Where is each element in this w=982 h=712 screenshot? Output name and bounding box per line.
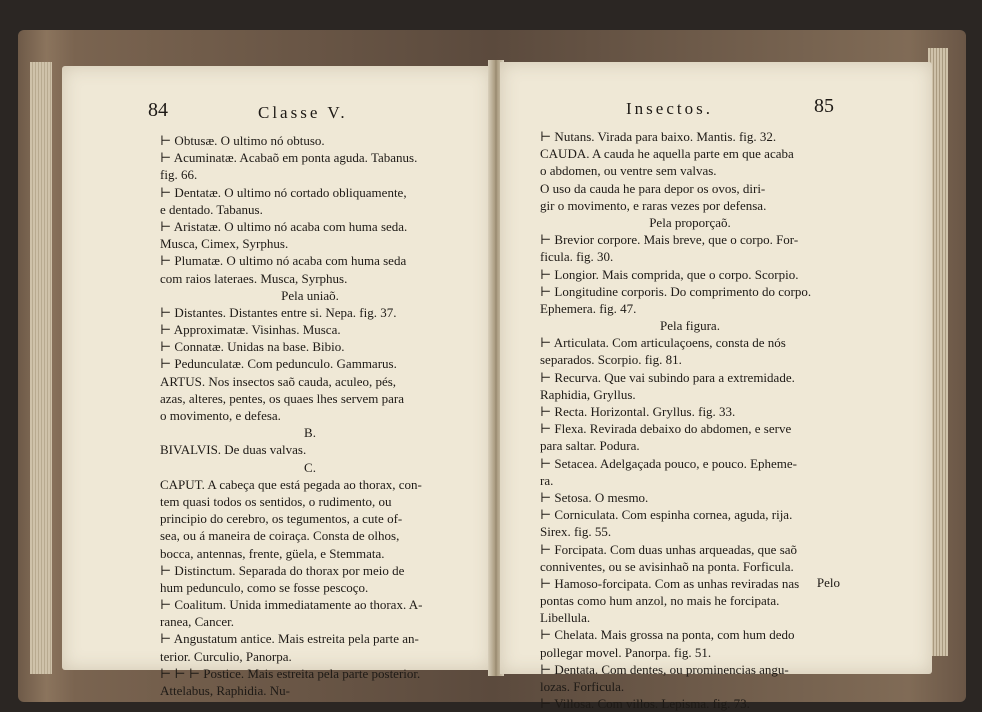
text-line: Libellula. xyxy=(540,610,591,626)
text-line: separados. Scorpio. fig. 81. xyxy=(540,352,682,368)
text-line: ⊢ Distantes. Distantes entre si. Nepa. fig. 37. xyxy=(160,304,397,320)
text-line: CAUDA. A cauda he aquella parte em que acaba xyxy=(540,146,794,162)
text-line: hum pedunculo, como se fosse pescoço. xyxy=(160,579,369,595)
text-line: e dentado. Tabanus. xyxy=(160,201,263,217)
text-line: ⊢ Coalitum. Unida immediatamente ao thorax. A- xyxy=(160,597,423,613)
text-line: ⊢ Dentatæ. O ultimo nó cortado obliquamente, xyxy=(160,184,407,200)
text-line: ⊢ Recta. Horizontal. Gryllus. fig. 33. xyxy=(540,404,736,419)
page-body xyxy=(540,128,840,712)
text-line: Ephemera. fig. 47. xyxy=(540,300,637,316)
text-line: principio do cerebro, os tegumentos, a cute of- xyxy=(160,511,403,527)
page-body xyxy=(160,132,460,699)
page-edges-left xyxy=(30,62,52,674)
text-line: para saltar. Podura. xyxy=(540,438,640,454)
text-line: ⊢ Flexa. Revirada debaixo do abdomen, e serve xyxy=(540,421,792,437)
text-line: ⊢ Hamoso-forcipata. Com as unhas reviradas nas xyxy=(540,575,800,591)
text-line: ⊢ Aristatæ. O ultimo nó acaba com huma seda. xyxy=(160,218,408,234)
text-line: ⊢ Forcipata. Com duas unhas arqueadas, que saõ xyxy=(540,541,798,557)
text-line: ⊢ Chelata. Mais grossa na ponta, com hum dedo xyxy=(540,627,795,643)
text-line: sea, ou á maneira de coiraça. Consta de olhos, xyxy=(160,528,400,544)
left-page xyxy=(62,66,492,698)
text-line: ⊢ Nutans. Virada para baixo. Mantis. fig. 32. xyxy=(540,129,777,144)
text-line: ⊢ Recurva. Que vai subindo para a extremidade. xyxy=(540,369,795,385)
text-line: lozas. Forficula. xyxy=(540,679,625,694)
catchword: Pelo xyxy=(816,575,840,590)
text-line: Attelabus, Raphidia. Nu- xyxy=(160,683,290,698)
text-line: pollegar movel. Panorpa. fig. 51. xyxy=(540,644,712,660)
text-line: ⊢ Distinctum. Separada do thorax por meio de xyxy=(160,562,405,578)
text-line: ⊢ Villosa. Com villos. Lepisma. fig. 73. xyxy=(540,696,750,712)
page-number: 85 xyxy=(814,95,834,117)
text-line: ⊢ Setosa. O mesmo. xyxy=(540,489,649,505)
text-line: B. xyxy=(304,425,316,441)
running-head: Classe V. xyxy=(258,103,348,122)
text-line: C. xyxy=(304,459,316,475)
text-line: tem quasi todos os sentidos, o rudimento, ou xyxy=(160,493,392,509)
text-line: azas, alteres, pentes, os quaes lhes servem para xyxy=(160,390,405,406)
text-line: conniventes, ou se avisinhaõ na ponta. Forficula. xyxy=(540,558,794,574)
text-line: ⊢ Corniculata. Com espinha cornea, aguda, rija. xyxy=(540,507,793,523)
text-line: ⊢ Acuminatæ. Acabaõ em ponta aguda. Tabanus. xyxy=(160,150,418,166)
running-head: Insectos. xyxy=(626,99,713,118)
text-line: ⊢ Pedunculatæ. Com pedunculo. Gammarus. xyxy=(160,356,397,372)
text-line: pontas como hum anzol, no mais he forcipata. xyxy=(540,593,780,609)
text-line: ⊢ Angustatum antice. Mais estreita pela parte an- xyxy=(160,631,419,647)
right-page xyxy=(500,62,932,712)
text-line: ⊢ Plumatæ. O ultimo nó acaba com huma seda xyxy=(160,253,407,269)
text-line: o movimento, e defesa. xyxy=(160,408,281,423)
text-line: ⊢ Dentata. Com dentes, ou prominencias angu- xyxy=(540,661,789,677)
text-line: ⊢ ⊢ ⊢ Postice. Mais estreita pela parte posterior. xyxy=(160,665,421,681)
text-line: O uso da cauda he para depor os ovos, diri- xyxy=(540,180,766,196)
text-line: bocca, antennas, frente, güela, e Stemmata. xyxy=(160,545,385,561)
text-line: ⊢ Setacea. Adelgaçada pouco, e pouco. Epheme- xyxy=(540,455,797,471)
page-number: 84 xyxy=(148,99,168,121)
text-line: ⊢ Longior. Mais comprida, que o corpo. Scorpio. xyxy=(540,266,799,282)
text-line: ARTUS. Nos insectos saõ cauda, aculeo, pés, xyxy=(160,373,397,389)
text-line: com raios lateraes. Musca, Syrphus. xyxy=(160,270,348,286)
text-line: CAPUT. A cabeça que está pegada ao thorax, con- xyxy=(160,476,422,492)
text-line: Pela figura. xyxy=(660,318,720,334)
text-line: Pela uniaõ. xyxy=(281,287,339,303)
text-line: ⊢ Longitudine corporis. Do comprimento do corpo. xyxy=(540,283,812,299)
text-line: ⊢ Brevior corpore. Mais breve, que o corpo. For- xyxy=(540,232,799,248)
text-line: ⊢ Connatæ. Unidas na base. Bibio. xyxy=(160,339,345,355)
text-line: o abdomen, ou ventre sem valvas. xyxy=(540,163,717,179)
text-line: Sirex. fig. 55. xyxy=(540,524,612,540)
text-line: ⊢ Obtusæ. O ultimo nó obtuso. xyxy=(160,133,325,148)
text-line: Pela proporçaõ. xyxy=(649,214,731,230)
text-line: BIVALVIS. De duas valvas. xyxy=(160,442,307,458)
text-line: terior. Curculio, Panorpa. xyxy=(160,648,292,664)
text-line: Musca, Cimex, Syrphus. xyxy=(160,236,289,252)
text-line: Raphidia, Gryllus. xyxy=(540,386,636,402)
text-line: fig. 66. xyxy=(160,167,198,183)
text-line: gir o movimento, e raras vezes por defensa. xyxy=(540,197,767,213)
text-line: ra. xyxy=(540,472,554,488)
text-line: ⊢ Approximatæ. Visinhas. Musca. xyxy=(160,322,341,338)
text-line: ranea, Cancer. xyxy=(160,614,234,630)
text-line: ficula. fig. 30. xyxy=(540,249,614,265)
text-line: ⊢ Articulata. Com articulaçoens, consta de nós xyxy=(540,335,786,351)
